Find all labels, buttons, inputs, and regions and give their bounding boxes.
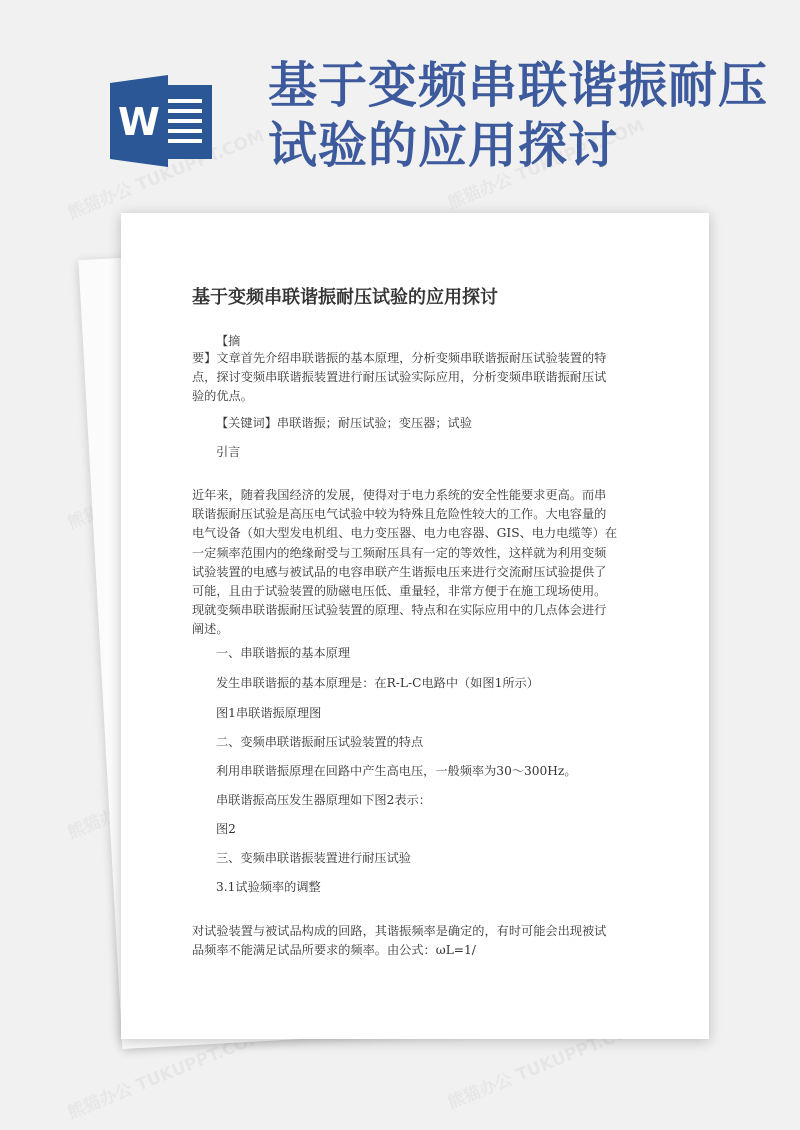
section-3-line: 对试验装置与被试品构成的回路，其谐振频率是确定的，有时可能会出现被试: [192, 924, 607, 938]
intro-paragraph: [192, 486, 652, 640]
section-3-heading: 三、变频串联谐振装置进行耐压试验: [216, 851, 411, 865]
page-title-line-1: 基于变频串联谐振耐压: [268, 57, 769, 114]
keywords: 【关键词】串联谐振；耐压试验；变压器；试验: [216, 416, 472, 430]
abstract-line: 验的优点。: [192, 389, 253, 404]
intro-heading: 引言: [216, 445, 241, 459]
abstract-line: 点，探讨变频串联谐振装置进行耐压试验实际应用，分析变频串联谐振耐压试: [192, 370, 607, 385]
intro-line: 阐述。: [192, 622, 229, 637]
intro-line: 现就变频串联谐振耐压试验装置的原理、特点和在实际应用中的几点体会进行: [192, 603, 607, 618]
intro-line: 可能，且由于试验装置的励磁电压低、重量轻，非常方便于在施工现场使用。: [192, 584, 607, 599]
section-2-text-2: 串联谐振高压发生器原理如下图2表示：: [216, 793, 431, 807]
intro-line: 电气设备（如大型发电机组、电力变压器、电力电容器、GIS、电力电缆等）在: [192, 526, 618, 541]
abstract-bracket: 【摘: [216, 334, 241, 348]
section-3-line: 品频率不能满足试品所要求的频率。由公式：ωL=1/: [192, 943, 476, 958]
figure-1-caption: 图1串联谐振原理图: [216, 706, 322, 720]
section-3-paragraph: [192, 922, 652, 960]
section-3-1-heading: 3.1试验频率的调整: [216, 880, 321, 894]
section-2-heading: 二、变频串联谐振耐压试验装置的特点: [216, 735, 424, 749]
svg-text:W: W: [118, 100, 160, 144]
abstract-line: 要】文章首先介绍串联谐振的基本原理，分析变频串联谐振耐压试验装置的特: [192, 351, 607, 365]
intro-line: 一定频率范围内的绝缘耐受与工频耐压具有一定的等效性，这样就为利用变频: [192, 545, 607, 560]
figure-2-caption: 图2: [216, 822, 236, 836]
document-title: 基于变频串联谐振耐压试验的应用探讨: [192, 287, 498, 308]
section-1-text: 发生串联谐振的基本原理是：在R-L-C电路中（如图1所示）: [216, 676, 539, 690]
section-2-text: 利用串联谐振原理在回路中产生高电压，一般频率为30～300Hz。: [216, 764, 577, 778]
intro-line: 近年来，随着我国经济的发展，使得对于电力系统的安全性能要求更高。而串: [192, 488, 607, 502]
section-1-heading: 一、串联谐振的基本原理: [216, 646, 351, 660]
abstract-paragraph: [192, 349, 652, 407]
intro-line: 联谐振耐压试验是高压电气试验中较为特殊且危险性较大的工作。大电容量的: [192, 507, 607, 522]
page-title-line-2: 试验的应用探讨: [268, 117, 619, 174]
intro-line: 试验装置的电感与被试品的电容串联产生谐振电压来进行交流耐压试验提供了: [192, 564, 607, 579]
page-title: [268, 56, 768, 176]
word-doc-icon: [110, 75, 214, 167]
